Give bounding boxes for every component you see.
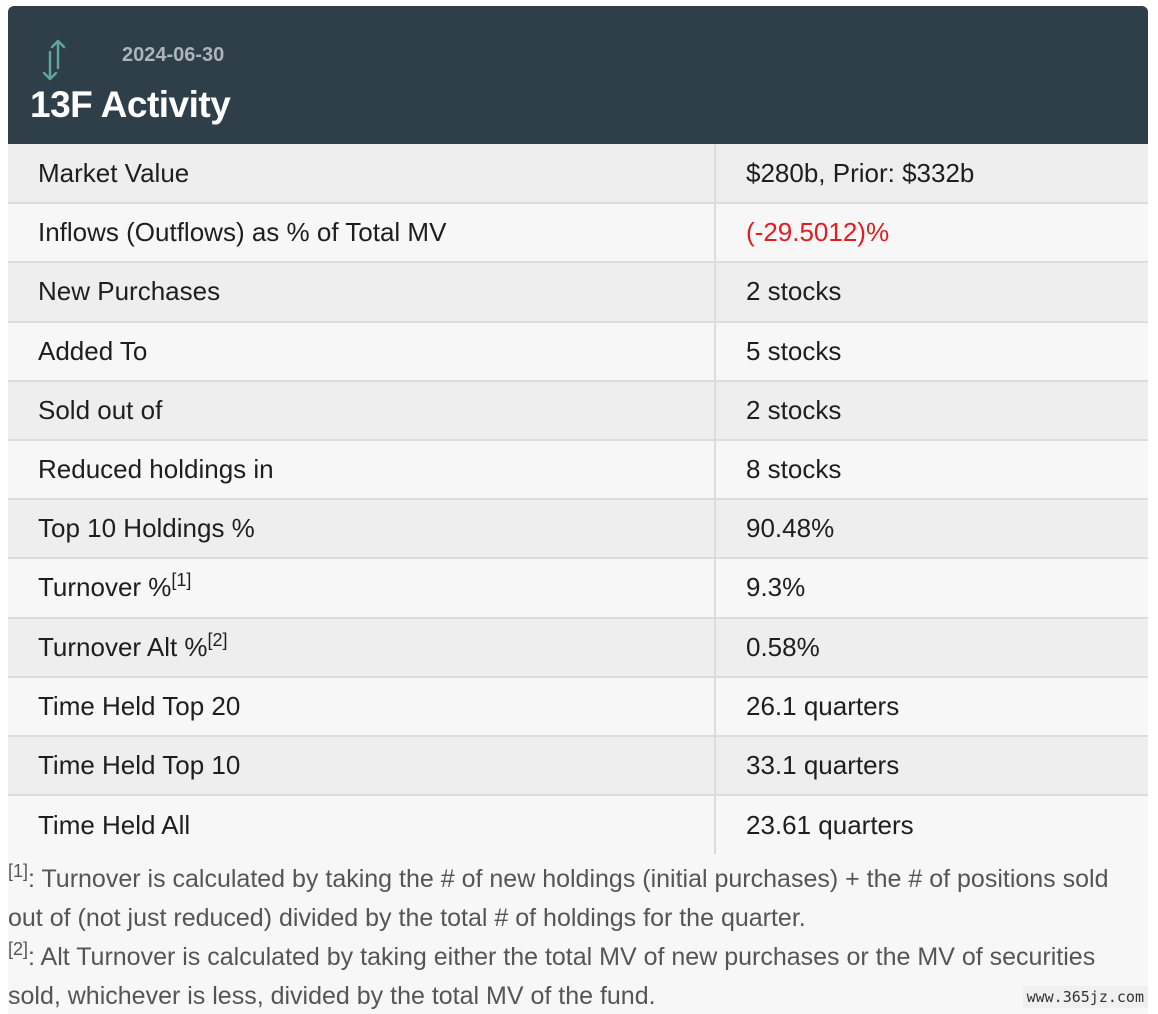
- table-row: [8, 322, 1148, 381]
- row-value: (-29.5012)%: [715, 203, 1148, 262]
- row-value: 0.58%: [715, 618, 1148, 677]
- row-label: [8, 262, 715, 321]
- row-label-text: Time Held Top 20: [38, 690, 241, 721]
- table-row: [8, 381, 1148, 440]
- row-value: 2 stocks: [715, 381, 1148, 440]
- row-label: [8, 203, 715, 262]
- row-label: [8, 144, 715, 203]
- row-label: [8, 381, 715, 440]
- footnote-2: [8, 938, 1148, 1014]
- row-value: 33.1 quarters: [715, 736, 1148, 795]
- activity-table: [8, 144, 1148, 854]
- watermark: www.365jz.com: [1023, 986, 1148, 1008]
- table-row: [8, 795, 1148, 854]
- row-label: [8, 499, 715, 558]
- row-label-text: Sold out of: [38, 394, 163, 425]
- row-value: $280b, Prior: $332b: [715, 144, 1148, 203]
- footnote-ref[interactable]: [2]: [207, 629, 228, 650]
- table-row: [8, 144, 1148, 203]
- table-row: [8, 203, 1148, 262]
- row-label: [8, 558, 715, 617]
- row-value: 90.48%: [715, 499, 1148, 558]
- table-row: [8, 499, 1148, 558]
- row-value: 5 stocks: [715, 322, 1148, 381]
- table-row: [8, 440, 1148, 499]
- row-label-text: Turnover Alt %: [38, 631, 208, 662]
- row-value: 26.1 quarters: [715, 677, 1148, 736]
- footnotes: [8, 854, 1148, 1014]
- row-label: [8, 618, 715, 677]
- row-label: [8, 736, 715, 795]
- table-row: [8, 736, 1148, 795]
- footnote-ref[interactable]: [1]: [171, 570, 192, 591]
- footnote-1: [8, 860, 1148, 938]
- card-header: [8, 6, 1148, 144]
- row-label-text: Top 10 Holdings %: [38, 513, 255, 544]
- row-value: 23.61 quarters: [715, 795, 1148, 854]
- transfer-arrows-icon: [38, 38, 70, 82]
- row-value: 8 stocks: [715, 440, 1148, 499]
- row-label-text: Reduced holdings in: [38, 454, 274, 485]
- row-value: 2 stocks: [715, 262, 1148, 321]
- row-label: [8, 440, 715, 499]
- card-title: 13F Activity: [30, 84, 231, 125]
- row-label-text: Time Held Top 10: [38, 749, 241, 780]
- footnote-text: : Turnover is calculated by taking the # of new holdings (initial purchases) + the # of positions sold out of (not just reduced) divided by the total # of holdings for the quarter.: [8, 865, 1109, 933]
- footnote-marker: [2]: [8, 939, 29, 960]
- row-label-text: Time Held All: [38, 809, 191, 840]
- row-label-text: Market Value: [38, 157, 190, 188]
- row-label: [8, 322, 715, 381]
- row-label-text: Added To: [38, 335, 148, 366]
- footnote-text: : Alt Turnover is calculated by taking either the total MV of new purchases or the MV of securities sold, whichever is less, divided by the total MV of the fund.: [8, 943, 1096, 1011]
- table-row: [8, 262, 1148, 321]
- report-date: 2024-06-30: [122, 44, 225, 66]
- row-label-text: Inflows (Outflows) as % of Total MV: [38, 217, 447, 248]
- activity-card: [8, 6, 1148, 1014]
- row-label: [8, 795, 715, 854]
- row-value: 9.3%: [715, 558, 1148, 617]
- row-label-text: Turnover %: [38, 572, 172, 603]
- row-label-text: New Purchases: [38, 276, 221, 307]
- footnote-marker: [1]: [8, 861, 29, 882]
- row-label: [8, 677, 715, 736]
- table-row: [8, 677, 1148, 736]
- table-row: [8, 558, 1148, 617]
- table-row: [8, 618, 1148, 677]
